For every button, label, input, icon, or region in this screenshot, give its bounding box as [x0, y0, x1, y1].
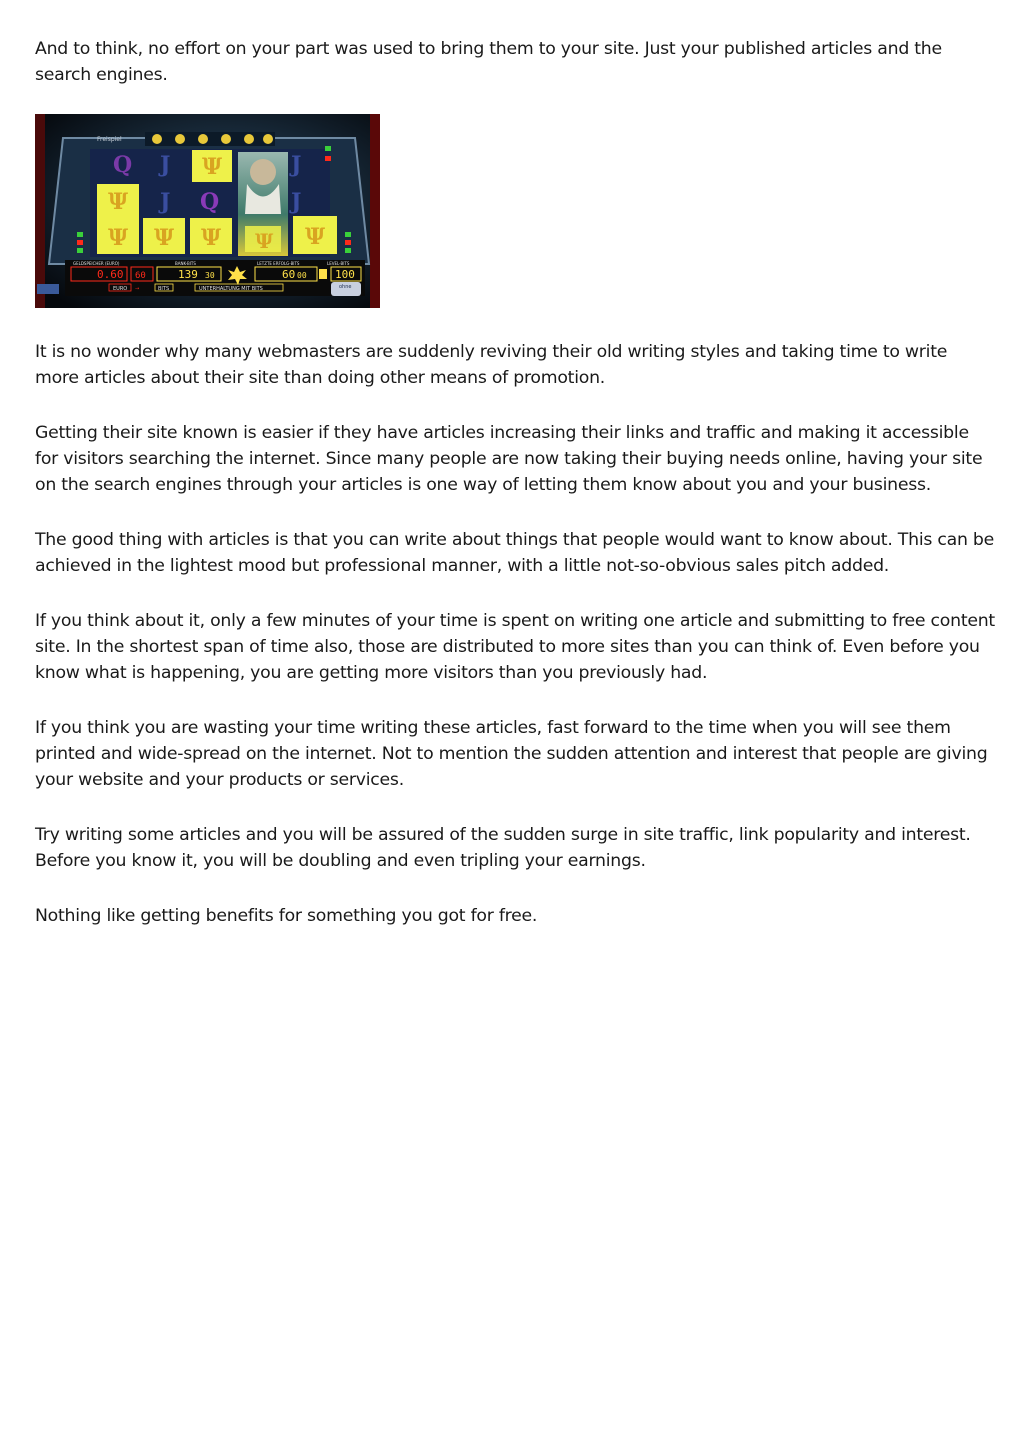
article-paragraph-1: And to think, no effort on your part was used to bring them to your site. Just your published articles and the search engines. [35, 39, 942, 85]
slot-top-text: Freispiel [97, 136, 122, 143]
bottom-bits: BITS [158, 286, 170, 292]
bottom-ohne: ohne [339, 284, 352, 290]
article-paragraph-5: If you think about it, only a few minutes of your time is spent on writing one article and submitting to free content site. In the shortest span of time also, those are distributed to more sites than you can think of. Even before you know what is happening, you are getting more visitors than you previously had. [35, 611, 995, 683]
article-paragraph-6: If you think you are wasting your time writing these articles, fast forward to the time when you will see them printed and wide-spread on the internet. Not to mention the sudden attention and interest that people are giving your website and your products or services. [35, 718, 988, 790]
svg-text:J: J [160, 189, 171, 215]
letzte-small-value: 00 [297, 271, 307, 280]
label-bank: BANK-BITS [175, 261, 196, 266]
article-paragraph-8: Nothing like getting benefits for something you got for free. [35, 906, 538, 926]
article-page [35, 36, 995, 958]
article-paragraph-2: It is no wonder why many webmasters are suddenly reviving their old writing styles and taking time to write more articles about their site than doing other means of promotion. [35, 342, 948, 388]
level-value: 100 [335, 268, 355, 281]
svg-text:J: J [291, 152, 302, 178]
svg-text:J: J [160, 152, 171, 178]
article-paragraph-3: Getting their site known is easier if they have articles increasing their links and traffic and making it accessible for visitors searching the internet. Since many people are now taking their buying needs online, having your site on the search engines through your articles is one way of letting them know about you and your business. [35, 423, 983, 495]
bottom-unterhaltung: UNTERHALTUNG MIT BITS [199, 286, 263, 292]
bottom-euro: EURO [113, 286, 128, 292]
article-paragraph-7: Try writing some articles and you will be assured of the sudden surge in site traffic, link popularity and interest. Before you know it, you will be doubling and even tripling your earnings. [35, 825, 971, 871]
svg-text:→: → [135, 286, 140, 292]
euro-big-value: 0.60 [97, 268, 124, 281]
svg-text:Q: Q [200, 189, 220, 215]
svg-text:Ψ: Ψ [202, 154, 223, 180]
article-paragraph-4: The good thing with articles is that you can write about things that people would want to know about. This can be achieved in the lightest mood but professional manner, with a little not-so-obvious sales pitch added. [35, 530, 995, 576]
euro-small-value: 60 [135, 271, 146, 281]
svg-text:Q: Q [113, 152, 133, 178]
bank-small-value: 30 [205, 271, 215, 280]
svg-text:Ψ: Ψ [201, 225, 222, 251]
label-geldspeicher: GELDSPEICHER (EURO) [73, 261, 120, 266]
label-letzte: LETZTE ERFOLG-BITS [257, 261, 300, 266]
svg-text:Ψ: Ψ [154, 225, 175, 251]
letzte-big-value: 60 [282, 268, 296, 281]
svg-text:Ψ: Ψ [108, 189, 129, 215]
label-level: LEVEL-BITS [327, 261, 350, 266]
bank-big-value: 139 [178, 268, 198, 281]
svg-text:Ψ: Ψ [305, 224, 326, 250]
svg-text:J: J [291, 189, 302, 215]
svg-text:Ψ: Ψ [108, 225, 129, 251]
svg-text:Ψ: Ψ [255, 229, 274, 253]
slot-machine-photo [35, 114, 380, 308]
